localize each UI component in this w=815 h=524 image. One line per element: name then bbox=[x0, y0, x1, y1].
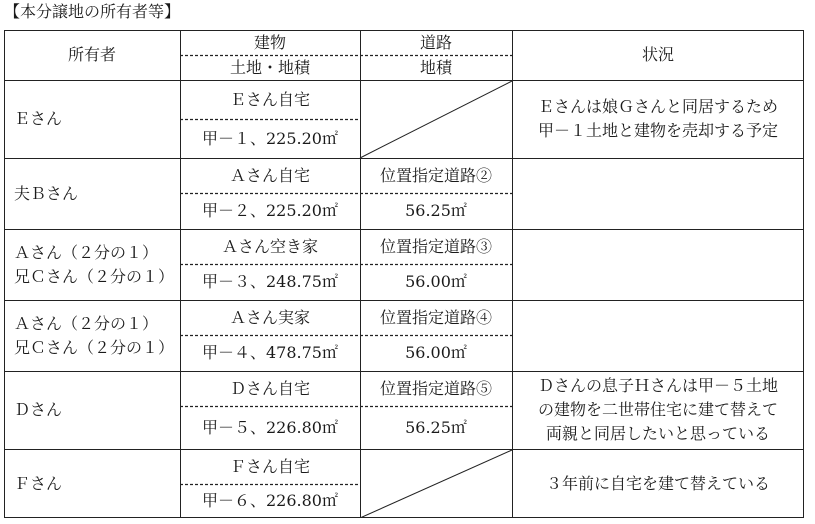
table-row-owner bbox=[4, 229, 180, 300]
land-lot-area: 甲－３、248.75㎡ bbox=[202, 272, 338, 291]
owner-line: Ａさん（２分の１） bbox=[14, 242, 159, 262]
status-line: 甲－１土地と建物を売却する予定 bbox=[537, 121, 778, 140]
table-row-owner bbox=[4, 371, 180, 449]
building-name: Ｆさん自宅 bbox=[229, 456, 310, 476]
road-name: 位置指定道路④ bbox=[379, 307, 492, 327]
land-lot-area: 甲－２、225.20㎡ bbox=[202, 201, 338, 220]
owner-line: Ｄさん bbox=[14, 400, 63, 419]
table-row-owner bbox=[4, 449, 180, 518]
status-text bbox=[512, 80, 804, 158]
status-line: Ｄさんの息子Ｈさんは甲－５土地 bbox=[537, 376, 778, 395]
building-name: Ａさん実家 bbox=[229, 307, 310, 327]
building-name: Ｄさん自宅 bbox=[229, 378, 310, 398]
building-name: Ａさん自宅 bbox=[229, 165, 310, 185]
land-lot-area: 甲－５、226.80㎡ bbox=[202, 417, 338, 437]
land-lot-area: 甲－４、478.75㎡ bbox=[202, 343, 338, 362]
header-owner: 所有者 bbox=[67, 45, 116, 64]
building-name: Ｅさん自宅 bbox=[229, 89, 310, 109]
header-road-area: 地積 bbox=[419, 57, 452, 77]
owners-table bbox=[4, 30, 804, 518]
page-title: 【本分譲地の所有者等】 bbox=[4, 2, 181, 21]
owner-line: Ｅさん bbox=[14, 109, 63, 128]
road-area: 56.00㎡ bbox=[405, 343, 467, 362]
status-line: ３年前に自宅を建て替えている bbox=[545, 473, 770, 493]
table-row-owner bbox=[4, 158, 180, 229]
owner-line: Ａさん（２分の１） bbox=[14, 313, 159, 333]
header-building: 建物 bbox=[253, 32, 286, 52]
owner-line: 夫Ｂさん bbox=[14, 183, 79, 203]
status-line: Ｅさんは娘Ｇさんと同居するため bbox=[537, 97, 778, 116]
road-area: 56.00㎡ bbox=[405, 272, 467, 291]
land-lot-area: 甲－１、225.20㎡ bbox=[202, 128, 338, 148]
owner-line: Ｆさん bbox=[14, 473, 63, 493]
owner-line: 兄Ｃさん（２分の１） bbox=[14, 337, 175, 357]
status-line: の建物を二世帯住宅に建て替えて bbox=[537, 400, 778, 419]
road-area: 56.25㎡ bbox=[405, 417, 467, 437]
building-name: Ａさん空き家 bbox=[221, 236, 318, 256]
status-text bbox=[512, 371, 804, 449]
table-row-owner bbox=[4, 300, 180, 371]
road-name: 位置指定道路② bbox=[379, 165, 492, 185]
owner-line: 兄Ｃさん（２分の１） bbox=[14, 266, 175, 286]
header-land-area: 土地・地積 bbox=[229, 57, 310, 77]
road-name: 位置指定道路③ bbox=[379, 236, 492, 256]
table-row-owner bbox=[4, 80, 180, 158]
header-road: 道路 bbox=[419, 32, 452, 52]
header-status: 状況 bbox=[641, 45, 674, 64]
land-lot-area: 甲－６、226.80㎡ bbox=[202, 491, 338, 510]
status-line: 両親と同居したいと思っている bbox=[545, 424, 770, 443]
road-area: 56.25㎡ bbox=[405, 201, 467, 220]
status-text bbox=[512, 449, 804, 518]
road-name: 位置指定道路⑤ bbox=[379, 378, 492, 398]
